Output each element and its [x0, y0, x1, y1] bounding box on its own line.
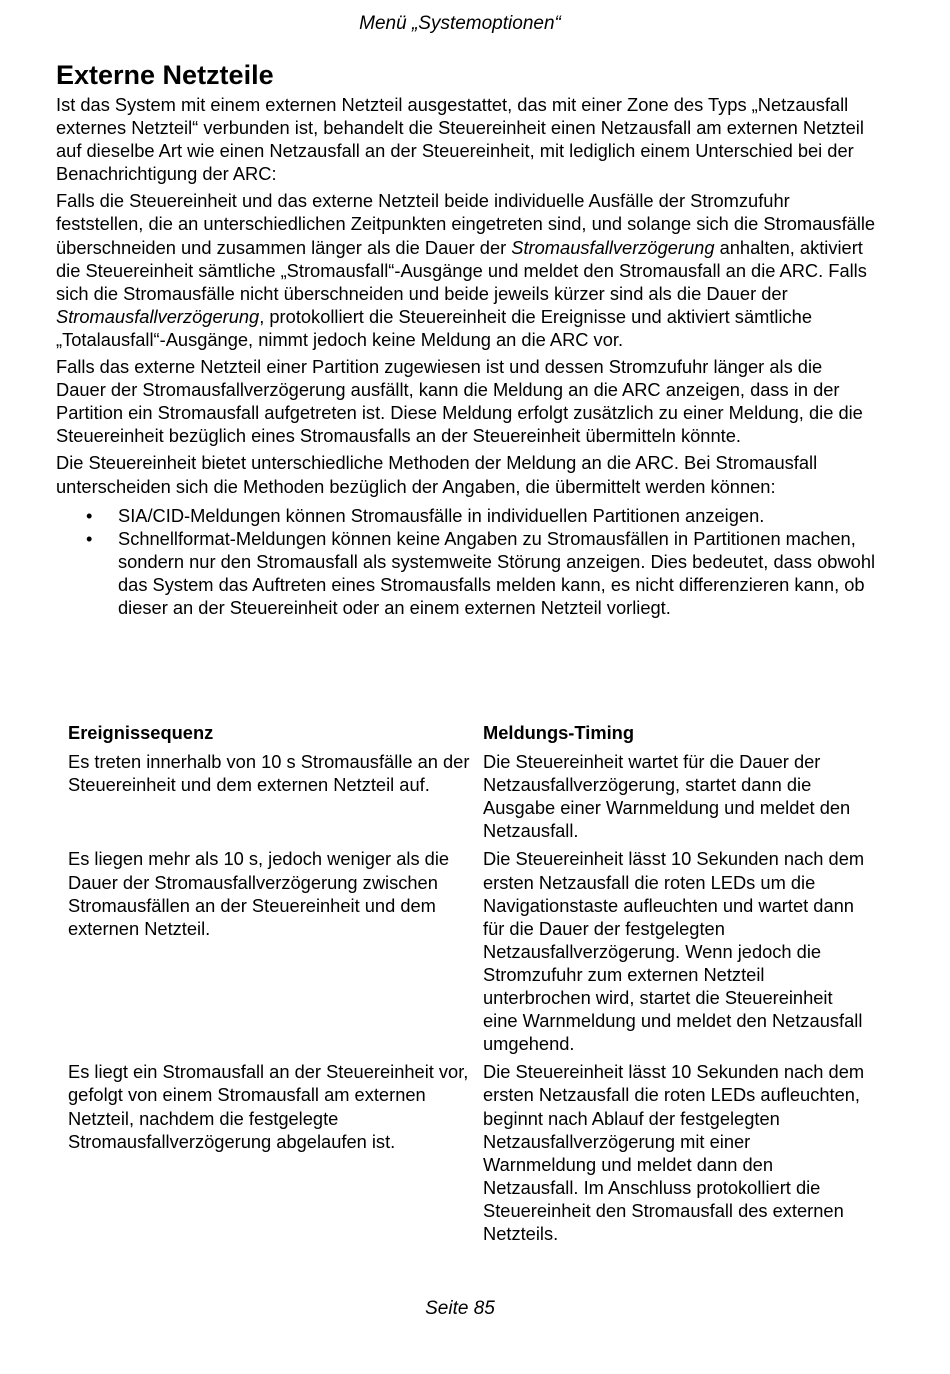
paragraph-overlap	[56, 189, 876, 351]
table-header-row	[62, 721, 872, 750]
paragraph-intro: Ist das System mit einem externen Netzteil ausgestattet, das mit einer Zone des Typs „Netzausfall externes Netzteil“ verbunden ist, behandelt die Steuereinheit einen Netzausfall am externen Netzteil auf dieselbe Art wie einen Netzausfall an der Steuereinheit, mit lediglich einem Unterschied bei der Benachrichtigung der ARC:	[56, 94, 864, 185]
term-emphasis: Stromausfallverzögerung	[56, 305, 260, 327]
event-cell: Es liegen mehr als 10 s, jedoch weniger als die Dauer der Stromausfallverzögerung zwischen Stromausfällen an der Steuereinheit und dem externen Netzteil.	[68, 848, 450, 939]
timing-cell: Die Steuereinheit lässt 10 Sekunden nach dem ersten Netzausfall die roten LEDs aufleuchten, beginnt nach Ablauf der festgelegten Netzausfallverzögerung mit einer Warnmeldung und meldet dann den Netzausfall. Im Anschluss protokolliert die Steuereinheit den Stromausfall des externen Netzteils.	[483, 1061, 865, 1244]
text-run: Falls die Steuereinheit und das externe Netzteil beide individuelle Ausfälle der Stromzufuhr feststellen, die an unterschiedlichen Zeitpunkten eingetreten sind, und solange sich die Stromausfälle überschneiden und zusammen länger als die Dauer der	[56, 190, 876, 258]
column-header-event: Ereignissequenz	[68, 722, 214, 743]
list-item	[56, 527, 876, 619]
paragraph-methods: Die Steuereinheit bietet unterschiedliche Methoden der Meldung an die ARC. Bei Stromausfall unterscheiden sich die Methoden bezüglich der Angaben, die übermittelt werden können:	[56, 452, 818, 497]
paragraph-partition: Falls das externe Netzteil einer Partition zugewiesen ist und dessen Stromzufuhr länger als die Dauer der Stromausfallverzögerung ausfällt, kann die Meldung an die ARC anzeigen, dass in der Partition ein Stromausfall aufgetreten ist. Diese Meldung erfolgt zusätzlich zu einer Meldung, die die Steuereinheit bezüglich eines Stromausfalls an der Steuereinheit übermitteln könnte.	[56, 356, 863, 447]
table-row	[62, 750, 872, 847]
section-title: Externe Netzteile	[56, 60, 274, 90]
table-row	[62, 847, 872, 1060]
body-text	[56, 93, 876, 619]
text-run: , protokolliert die Steuereinheit die Ereignisse und aktiviert sämtliche „Totalausfall“-Ausgänge, nimmt jedoch keine Meldung an die ARC vor.	[56, 305, 813, 350]
table-row	[62, 1060, 872, 1250]
term-emphasis: Stromausfallverzögerung	[511, 236, 715, 258]
list-item	[56, 504, 876, 527]
text-run: anhalten, aktiviert die Steuereinheit sämtliche „Stromausfall“-Ausgänge und meldet den Stromausfall an die ARC. Falls sich die Stromausfälle nicht überschneiden und beide jeweils kürzer sind als die Dauer der	[56, 236, 867, 304]
column-header-timing: Meldungs-Timing	[483, 722, 634, 743]
page-number: Seite 85	[425, 1298, 495, 1319]
list-item-text: SIA/CID-Meldungen können Stromausfälle in individuellen Partitionen anzeigen.	[118, 504, 765, 526]
bullet-icon: •	[86, 527, 93, 549]
timing-cell: Die Steuereinheit lässt 10 Sekunden nach dem ersten Netzausfall die roten LEDs um die Navigationstaste aufleuchten und wartet dann für die Dauer der festgelegten Netzausfallverzögerung. Wenn jedoch die Stromzufuhr zum externen Netzteil unterbrochen wird, startet die Steuereinheit eine Warnmeldung und meldet den Netzausfall umgehend.	[483, 848, 865, 1055]
list-item-text: Schnellformat-Meldungen können keine Angaben zu Stromausfällen in Partitionen machen, sondern nur den Stromausfall als systemweite Störung anzeigen. Dies bedeutet, dass obwohl das System das Auftreten eines Stromausfalls melden kann, es nicht differenzieren kann, ob dieser an der Steuereinheit oder an einem externen Netzteil vorliegt.	[118, 527, 876, 618]
timing-cell: Die Steuereinheit wartet für die Dauer der Netzausfallverzögerung, startet dann die Ausgabe einer Warnmeldung und meldet den Netzausfall.	[483, 751, 851, 842]
bullet-icon: •	[86, 504, 93, 526]
event-cell: Es liegt ein Stromausfall an der Steuereinheit vor, gefolgt von einem Stromausfall am externen Netzteil, nachdem die festgelegte Stromausfallverzögerung abgelaufen ist.	[68, 1061, 469, 1152]
event-timing-table	[62, 721, 872, 1250]
bullet-list	[56, 504, 876, 619]
event-cell: Es treten innerhalb von 10 s Stromausfälle an der Steuereinheit und dem externen Netzteil auf.	[68, 751, 470, 796]
running-header: Menü „Systemoptionen“	[359, 13, 561, 34]
